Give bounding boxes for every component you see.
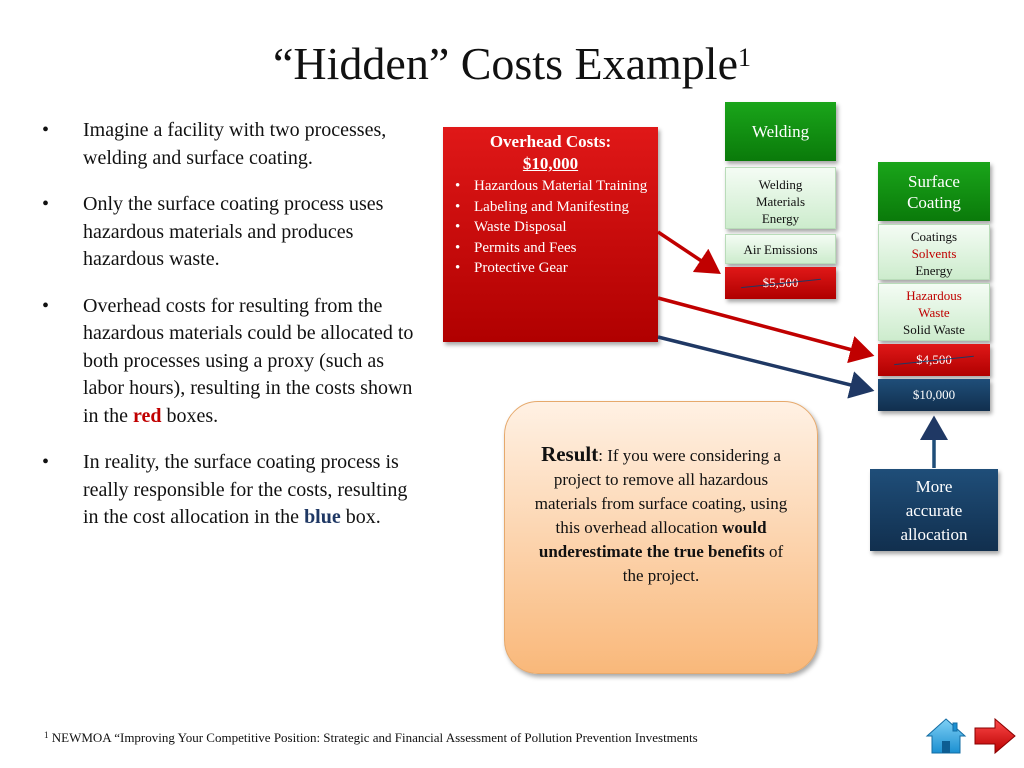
blue-highlight-word: blue: [304, 506, 341, 528]
result-heading: Result: [541, 442, 599, 466]
overhead-title: Overhead Costs:: [489, 132, 612, 151]
overhead-item-list: [449, 176, 652, 279]
welding-red-cost: $5,500: [725, 267, 836, 299]
coating-blue-cost: $10,000: [878, 379, 990, 411]
result-emphasis: would underestimate the true benefits: [538, 518, 767, 561]
air-emissions-box: Air Emissions: [725, 234, 836, 264]
overhead-item: • Hazardous Material Training: [455, 178, 648, 194]
slide-title: [0, 34, 1024, 94]
home-icon[interactable]: [924, 716, 968, 756]
coating-red-cost: $4,500: [878, 344, 990, 376]
result-callout: Result: If you were considering a project to remove all hazardous materials from surface coating, using this overhead allocation would underestimate the true benefits of the project.: [504, 401, 818, 674]
bullet-text: Only the surface coating process uses hazardous materials and produces hazardous waste.: [83, 193, 384, 270]
red-highlight-word: red: [133, 404, 162, 427]
surface-coating-header: Surface Coating: [878, 162, 990, 221]
bullet-list: [40, 117, 425, 551]
bullet-text: Overhead costs for resulting from the hazardous materials could be allocated to both processes using a proxy (such as labor hours), resulting in the costs shown in the red boxes.: [83, 294, 414, 427]
bullet-item: • In reality, the surface coating process is really responsible for the costs, resulting in the cost allocation in the blue box.: [40, 449, 425, 532]
coating-allocation-arrow: [658, 298, 871, 355]
accurate-allocation-arrow: [658, 337, 871, 390]
welding-header: Welding: [725, 102, 836, 161]
overhead-amount: $10,000: [522, 154, 579, 173]
slide-title-text: “Hidden” Costs Example: [272, 38, 738, 89]
arrow-right-icon[interactable]: [973, 716, 1017, 756]
bullet-text: Imagine a facility with two processes, welding and surface coating.: [83, 119, 387, 169]
bullet-text: In reality, the surface coating process is really responsible for the costs, resulting in the cost allocation in the blue box.: [83, 451, 408, 528]
title-superscript: 1: [738, 43, 751, 72]
overhead-item: • Labeling and Manifesting: [455, 198, 629, 215]
footnote: $^1$ NEWMOA “Improving Your Competitive Position: Strategic and Financial Assessment of Pollution Prevention Investments: [44, 730, 698, 745]
overhead-item: • Waste Disposal: [455, 219, 567, 235]
coating-materials-box: Coatings Solvents Energy: [878, 224, 990, 280]
coating-waste-box: Hazardous Waste Solid Waste: [878, 283, 990, 341]
bullet-item: • Only the surface coating process uses hazardous materials and produces hazardous waste.: [40, 191, 425, 274]
welding-allocation-arrow: [658, 232, 718, 272]
overhead-item: • Permits and Fees: [455, 239, 577, 256]
bullet-item: • Imagine a facility with two processes, welding and surface coating.: [40, 117, 425, 172]
welding-materials-box: Welding Materials Energy: [725, 167, 836, 229]
overhead-item: • Protective Gear: [455, 260, 568, 276]
overhead-costs-box: [443, 127, 658, 342]
more-accurate-allocation-box: More accurate allocation: [870, 469, 998, 551]
bullet-item: • Overhead costs for resulting from the hazardous materials could be allocated to both processes using a proxy (such as labor hours), resulting in the costs shown in the red boxes.: [40, 293, 425, 431]
